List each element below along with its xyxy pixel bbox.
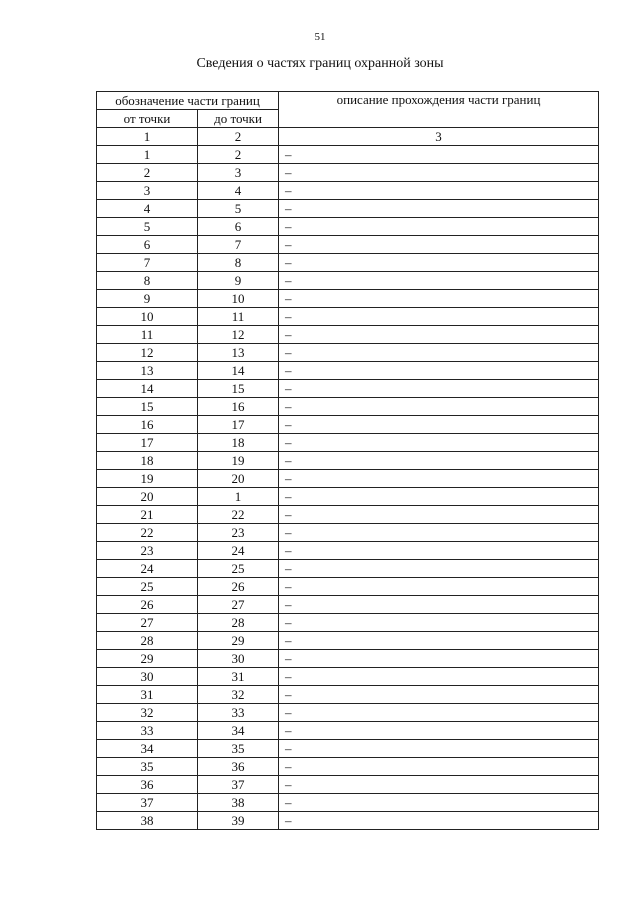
description-cell: – [279,614,599,632]
to-point-cell: 20 [198,470,279,488]
to-point-cell: 18 [198,434,279,452]
table-row [97,506,599,524]
to-point-cell: 3 [198,164,279,182]
table-row [97,254,599,272]
description-cell: – [279,578,599,596]
to-point-cell: 13 [198,344,279,362]
to-point-cell: 32 [198,686,279,704]
page-title: Сведения о частях границ охранной зоны [196,56,444,71]
table-row [97,308,599,326]
table-row [97,542,599,560]
table-row [97,632,599,650]
to-point-cell: 37 [198,776,279,794]
from-point-cell: 1 [97,146,198,164]
table-row [97,740,599,758]
description-cell: – [279,740,599,758]
from-point-cell: 21 [97,506,198,524]
table-row [97,560,599,578]
description-cell: – [279,344,599,362]
to-point-cell: 11 [198,308,279,326]
table-row [97,290,599,308]
to-point-cell: 6 [198,218,279,236]
header-row [97,92,599,110]
from-point-cell: 37 [97,794,198,812]
description-cell: – [279,488,599,506]
to-point-cell: 5 [198,200,279,218]
description-cell: – [279,182,599,200]
description-cell: – [279,686,599,704]
from-point-cell: 17 [97,434,198,452]
from-point-cell: 16 [97,416,198,434]
from-point-cell: 36 [97,776,198,794]
table-row [97,758,599,776]
description-cell: – [279,596,599,614]
description-cell: – [279,218,599,236]
description-cell: – [279,416,599,434]
to-point-cell: 28 [198,614,279,632]
to-point-cell: 4 [198,182,279,200]
description-cell: – [279,236,599,254]
column-number-row [97,128,599,146]
to-point-cell: 35 [198,740,279,758]
to-point-cell: 22 [198,506,279,524]
header-description-cell: описание прохождения части границ [279,92,599,128]
column-number-cell: 2 [198,128,279,146]
table-row [97,686,599,704]
to-point-cell: 9 [198,272,279,290]
from-point-cell: 30 [97,668,198,686]
table-row [97,416,599,434]
to-point-cell: 8 [198,254,279,272]
column-number-cell: 1 [97,128,198,146]
to-point-cell: 16 [198,398,279,416]
to-point-cell: 17 [198,416,279,434]
table-row [97,812,599,830]
from-point-cell: 3 [97,182,198,200]
description-cell: – [279,200,599,218]
header-to-cell: до точки [198,110,279,128]
table-body [97,146,599,830]
table-row [97,776,599,794]
from-point-cell: 20 [97,488,198,506]
from-point-cell: 33 [97,722,198,740]
description-cell: – [279,650,599,668]
description-cell: – [279,164,599,182]
description-cell: – [279,380,599,398]
from-point-cell: 26 [97,596,198,614]
from-point-cell: 2 [97,164,198,182]
from-point-cell: 18 [97,452,198,470]
table-row [97,272,599,290]
description-cell: – [279,146,599,164]
table-row [97,794,599,812]
from-point-cell: 10 [97,308,198,326]
boundary-table [96,91,599,830]
table-row [97,182,599,200]
table-row [97,344,599,362]
from-point-cell: 22 [97,524,198,542]
from-point-cell: 38 [97,812,198,830]
table-row [97,614,599,632]
from-point-cell: 13 [97,362,198,380]
to-point-cell: 1 [198,488,279,506]
from-point-cell: 14 [97,380,198,398]
from-point-cell: 28 [97,632,198,650]
from-point-cell: 5 [97,218,198,236]
description-cell: – [279,812,599,830]
table-row [97,722,599,740]
to-point-cell: 33 [198,704,279,722]
description-cell: – [279,308,599,326]
column-number-cell: 3 [279,128,599,146]
header-from-cell: от точки [97,110,198,128]
from-point-cell: 6 [97,236,198,254]
from-point-cell: 34 [97,740,198,758]
table-row [97,218,599,236]
from-point-cell: 25 [97,578,198,596]
table-row [97,146,599,164]
to-point-cell: 12 [198,326,279,344]
table-row [97,668,599,686]
table-row [97,236,599,254]
description-cell: – [279,668,599,686]
description-cell: – [279,254,599,272]
from-point-cell: 15 [97,398,198,416]
description-cell: – [279,794,599,812]
to-point-cell: 23 [198,524,279,542]
description-cell: – [279,542,599,560]
to-point-cell: 30 [198,650,279,668]
from-point-cell: 32 [97,704,198,722]
description-cell: – [279,776,599,794]
description-cell: – [279,452,599,470]
table-row [97,452,599,470]
description-cell: – [279,362,599,380]
description-cell: – [279,272,599,290]
table-row [97,326,599,344]
to-point-cell: 15 [198,380,279,398]
description-cell: – [279,506,599,524]
table-row [97,578,599,596]
to-point-cell: 34 [198,722,279,740]
table-row [97,398,599,416]
from-point-cell: 11 [97,326,198,344]
from-point-cell: 23 [97,542,198,560]
header-group-cell: обозначение части границ [97,92,279,110]
table-row [97,524,599,542]
table-row [97,164,599,182]
table-row [97,434,599,452]
table-row [97,650,599,668]
from-point-cell: 4 [97,200,198,218]
from-point-cell: 31 [97,686,198,704]
to-point-cell: 39 [198,812,279,830]
to-point-cell: 24 [198,542,279,560]
table-row [97,488,599,506]
page-number: 51 [314,31,326,43]
table-row [97,380,599,398]
from-point-cell: 7 [97,254,198,272]
description-cell: – [279,524,599,542]
to-point-cell: 10 [198,290,279,308]
description-cell: – [279,560,599,578]
description-cell: – [279,758,599,776]
from-point-cell: 9 [97,290,198,308]
to-point-cell: 36 [198,758,279,776]
to-point-cell: 7 [198,236,279,254]
description-cell: – [279,470,599,488]
table-row [97,200,599,218]
table-row [97,704,599,722]
description-cell: – [279,704,599,722]
to-point-cell: 2 [198,146,279,164]
to-point-cell: 27 [198,596,279,614]
description-cell: – [279,326,599,344]
table-row [97,596,599,614]
from-point-cell: 24 [97,560,198,578]
from-point-cell: 12 [97,344,198,362]
from-point-cell: 27 [97,614,198,632]
from-point-cell: 29 [97,650,198,668]
from-point-cell: 19 [97,470,198,488]
table-row [97,470,599,488]
table-row [97,362,599,380]
from-point-cell: 35 [97,758,198,776]
to-point-cell: 14 [198,362,279,380]
description-cell: – [279,398,599,416]
to-point-cell: 26 [198,578,279,596]
description-cell: – [279,290,599,308]
description-cell: – [279,434,599,452]
from-point-cell: 8 [97,272,198,290]
to-point-cell: 38 [198,794,279,812]
description-cell: – [279,722,599,740]
description-cell: – [279,632,599,650]
to-point-cell: 31 [198,668,279,686]
to-point-cell: 29 [198,632,279,650]
to-point-cell: 19 [198,452,279,470]
to-point-cell: 25 [198,560,279,578]
